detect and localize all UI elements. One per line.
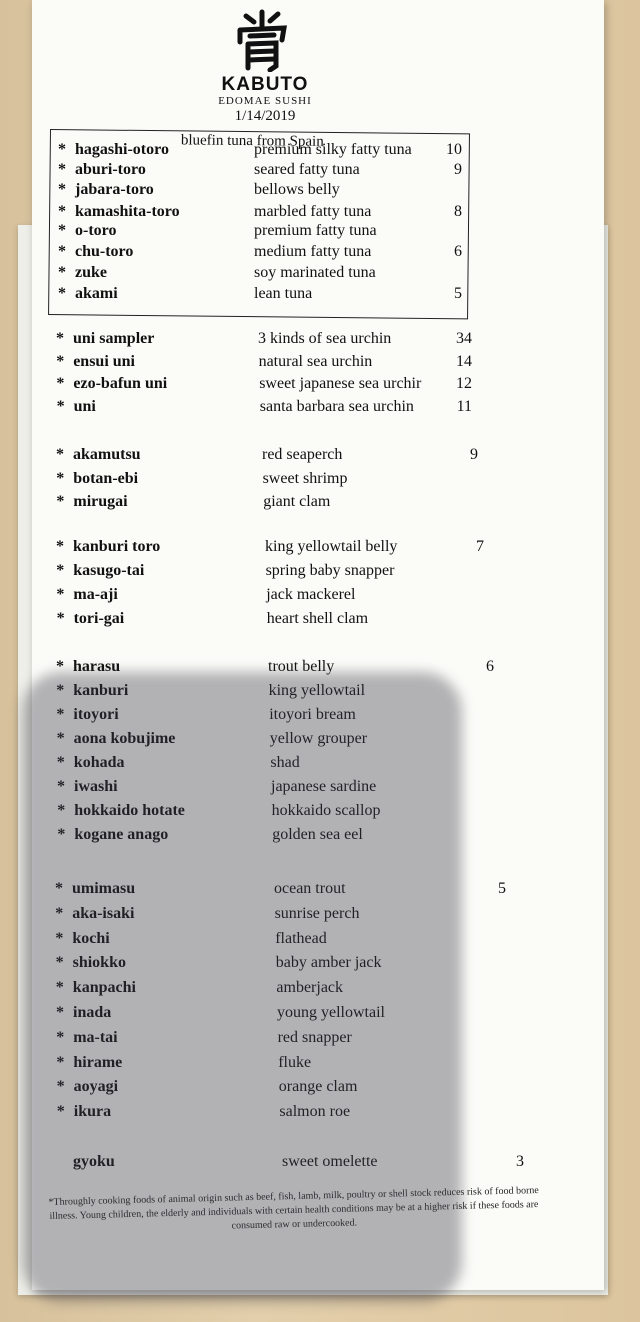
menu-item-star: * — [55, 929, 64, 947]
menu-item-name: hokkaido hotate — [74, 802, 185, 819]
health-disclaimer: *Throughly cooking foods of animal origin such as beef, fish, lamb, milk, poultry or shell stock reduces risk of food borne illness. Young children, the elderly and individuals with certain health conditions may be at a higher risk if these foods are consumed raw or undercooked. — [48, 1185, 539, 1232]
menu-item-star: * — [58, 243, 66, 260]
menu-item-star: * — [58, 181, 66, 198]
menu-item-name: umimasu — [72, 880, 136, 897]
menu-item-description: trout belly — [268, 658, 335, 675]
menu-item-description: sunrise perch — [274, 904, 360, 922]
menu-item-name: mirugai — [73, 493, 128, 510]
menu-item-description: santa barbara sea urchin — [259, 397, 414, 415]
menu-item-description: 3 kinds of sea urchin — [258, 330, 392, 347]
menu-item-name: kochi — [72, 929, 110, 947]
menu-item-star: * — [56, 538, 64, 555]
menu-item-star: * — [56, 1028, 65, 1046]
menu-item-name: jabara-toro — [75, 181, 154, 198]
menu-item-star: * — [55, 880, 63, 897]
menu-item-name: gyoku — [73, 1153, 115, 1170]
menu-item-star: * — [55, 979, 64, 997]
menu-item-star: * — [56, 730, 65, 747]
menu-item-description: king yellowtail belly — [265, 538, 398, 555]
menu-item-star: * — [56, 562, 65, 579]
menu-item-name: aona kobujime — [73, 730, 176, 747]
menu-item-description: jack mackerel — [266, 586, 356, 603]
menu-item-star: * — [58, 161, 66, 178]
menu-item-name: hirame — [73, 1053, 123, 1071]
menu-item-name: ma-aji — [73, 586, 118, 603]
restaurant-name: KABUTO — [221, 74, 309, 95]
menu-item-name: kohada — [73, 754, 125, 771]
menu-item-star: * — [56, 658, 64, 675]
menu-item-description: marbled fatty tuna — [254, 203, 372, 220]
menu-item-description: seared fatty tuna — [254, 161, 360, 178]
menu-item-name: tori-gai — [73, 610, 125, 627]
menu-item-price: 11 — [456, 397, 472, 415]
menu-item-price: 9 — [454, 161, 462, 178]
menu-date: 1/14/2019 — [234, 108, 296, 124]
menu-item-name: kanpachi — [72, 979, 136, 997]
menu-item-description: lean tuna — [254, 285, 313, 302]
photo-shadow — [22, 672, 462, 1302]
menu-item-star: * — [56, 352, 65, 370]
menu-item-name: botan-ebi — [73, 469, 139, 487]
menu-item-description: yellow grouper — [269, 730, 368, 747]
menu-item-name: inada — [73, 1004, 112, 1021]
menu-item-star: * — [56, 682, 65, 699]
menu-item-name: uni sampler — [73, 330, 155, 347]
menu-item-star: * — [56, 469, 65, 487]
menu-item-star: * — [56, 1103, 65, 1121]
menu-item-description: shad — [270, 754, 300, 771]
menu-item-description: orange clam — [278, 1078, 358, 1096]
menu-item-description: red seaperch — [262, 446, 343, 463]
menu-item-name: itoyori — [73, 706, 119, 723]
menu-item-description: salmon roe — [279, 1103, 351, 1121]
menu-item-star: * — [56, 397, 65, 415]
menu-item-price: 6 — [454, 243, 462, 260]
menu-item-star: * — [56, 586, 65, 603]
menu-item-description: flathead — [275, 929, 327, 947]
menu-item-description: premium fatty tuna — [254, 222, 377, 239]
menu-item-name: zuke — [75, 264, 107, 281]
menu-item-name: kasugo-tai — [73, 562, 145, 579]
menu-item-description: premium silky fatty tuna — [254, 141, 412, 158]
kabuto-logo-icon — [232, 8, 292, 72]
menu-item-name: ma-tai — [73, 1028, 118, 1046]
menu-item-description: giant clam — [263, 493, 331, 510]
menu-item-name: aoyagi — [73, 1078, 119, 1096]
restaurant-subtitle: EDOMAE SUSHI — [218, 95, 312, 107]
menu-item-star: * — [56, 1078, 65, 1096]
menu-item-price: 5 — [498, 880, 506, 897]
menu-item-star: * — [56, 330, 64, 347]
menu-item-star: * — [56, 493, 65, 510]
menu-item-star: * — [58, 285, 66, 302]
menu-item-star: * — [57, 826, 66, 843]
menu-item-description: spring baby snapper — [265, 562, 395, 579]
menu-item-price: 14 — [455, 352, 472, 370]
menu-item-description: soy marinated tuna — [254, 264, 376, 281]
menu-item-description: fluke — [278, 1053, 312, 1071]
menu-item-price: 12 — [455, 375, 472, 392]
menu-item-name: aka-isaki — [72, 904, 135, 922]
menu-item-name: chu-toro — [75, 243, 134, 260]
menu-item-name: kamashita-toro — [75, 203, 180, 220]
menu-item-star: * — [55, 954, 64, 972]
menu-item-description: bellows belly — [254, 181, 340, 198]
menu-item-star: * — [58, 203, 66, 220]
menu-item-description: heart shell clam — [266, 610, 369, 627]
menu-item-description: itoyori bream — [269, 706, 356, 723]
menu-item-name: o-toro — [75, 222, 117, 239]
menu-item-description: red snapper — [277, 1028, 352, 1046]
menu-item-description: hokkaido scallop — [271, 802, 381, 819]
box-title: bluefin tuna from Spain — [180, 132, 324, 150]
menu-item-star: * — [56, 754, 65, 771]
menu-item-name: iwashi — [74, 778, 118, 795]
menu-item-price: 5 — [454, 285, 462, 302]
menu-item-name: kanburi toro — [73, 538, 161, 555]
menu-item-star: * — [56, 706, 65, 723]
menu-item-star: * — [56, 610, 65, 627]
menu-item-name: uni — [73, 397, 96, 415]
menu-item-name: akami — [75, 285, 118, 302]
menu-item-price: 6 — [486, 658, 494, 675]
menu-item-name: kanburi — [73, 682, 129, 699]
menu-item-name: hagashi-otoro — [75, 141, 169, 158]
menu-item-price: 7 — [476, 538, 484, 555]
menu-item-description: king yellowtail — [268, 682, 366, 699]
menu-item-description: ocean trout — [274, 880, 346, 897]
menu-item-star: * — [58, 222, 66, 239]
menu-item-description: sweet omelette — [282, 1153, 378, 1170]
menu-item-price: 8 — [454, 203, 462, 220]
menu-item-description: golden sea eel — [272, 826, 363, 843]
menu-item-description: sweet japanese sea urchir — [259, 375, 422, 392]
menu-item-description: medium fatty tuna — [254, 243, 372, 260]
menu-item-name: ikura — [73, 1103, 112, 1121]
menu-item-description: young yellowtail — [277, 1004, 385, 1021]
menu-item-star: * — [56, 1053, 65, 1071]
menu-item-name: shiokko — [72, 954, 126, 972]
menu-item-description: japanese sardine — [271, 778, 377, 795]
menu-item-price: 9 — [470, 446, 478, 463]
menu-item-price: 3 — [516, 1153, 524, 1170]
menu-item-price: 10 — [446, 141, 462, 158]
menu-item-description: natural sea urchin — [258, 352, 373, 370]
menu-item-star: * — [56, 446, 64, 463]
menu-item-description: sweet shrimp — [262, 469, 348, 487]
menu-item-star: * — [58, 141, 66, 158]
menu-item-name: akamutsu — [73, 446, 141, 463]
menu-item-name: kogane anago — [74, 826, 169, 843]
menu-item-description: amberjack — [276, 979, 344, 997]
menu-item-description: baby amber jack — [275, 954, 382, 972]
menu-item-name: harasu — [73, 658, 121, 675]
menu-item-star: * — [57, 778, 65, 795]
menu-item-star: * — [58, 264, 66, 281]
menu-item-price: 34 — [456, 330, 472, 347]
menu-item-star: * — [56, 1004, 64, 1021]
menu-item-star: * — [57, 802, 66, 819]
menu-item-star: * — [55, 904, 64, 922]
menu-item-name: ezo-bafun uni — [73, 375, 168, 392]
menu-item-star: * — [56, 375, 65, 392]
menu-item-name: aburi-toro — [75, 161, 146, 178]
menu-item-name: ensui uni — [73, 352, 135, 370]
